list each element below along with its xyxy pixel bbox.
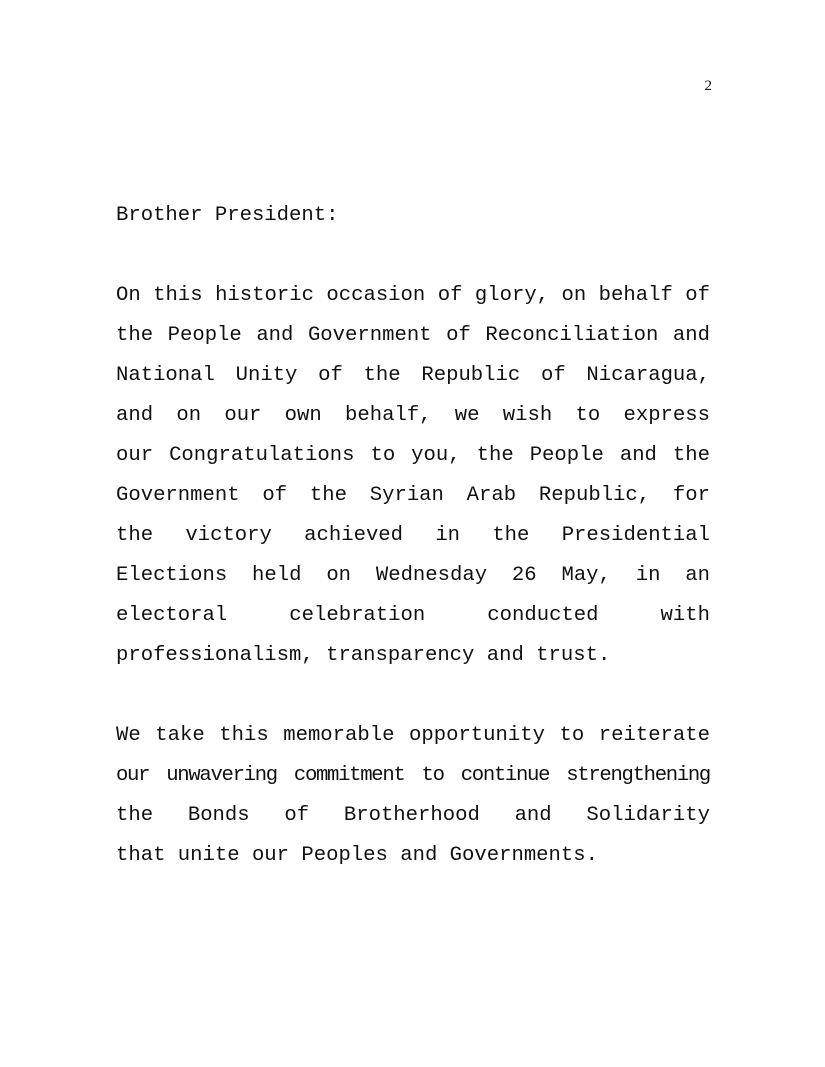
paragraph-line: that unite our Peoples and Governments. [116,844,598,867]
salutation: Brother President: [116,204,339,227]
paragraph-line: the Bonds of Brotherhood and Solidarity [116,804,710,827]
paragraph-line: We take this memorable opportunity to reiterate [116,724,710,747]
paragraph-line: Government of the Syrian Arab Republic, for [116,484,710,507]
paragraph-line: Elections held on Wednesday 26 May, in an [116,564,710,587]
paragraph-line: professionalism, transparency and trust. [116,644,611,667]
paragraph-line: On this historic occasion of glory, on behalf of [116,284,710,307]
paragraph-line: our unwavering commitment to continue strengthening [116,764,710,787]
page-number: 2 [704,78,712,94]
paragraph-congratulations [116,276,710,676]
paragraph-line: electoral celebration conducted with [116,604,710,627]
paragraph-line: the victory achieved in the Presidential [116,524,710,547]
paragraph-commitment [116,716,710,876]
paragraph-line: National Unity of the Republic of Nicaragua, [116,364,710,387]
paragraph-line: the People and Government of Reconciliation and [116,324,710,347]
paragraph-line: our Congratulations to you, the People and the [116,444,710,467]
paragraph-line: and on our own behalf, we wish to express [116,404,710,427]
